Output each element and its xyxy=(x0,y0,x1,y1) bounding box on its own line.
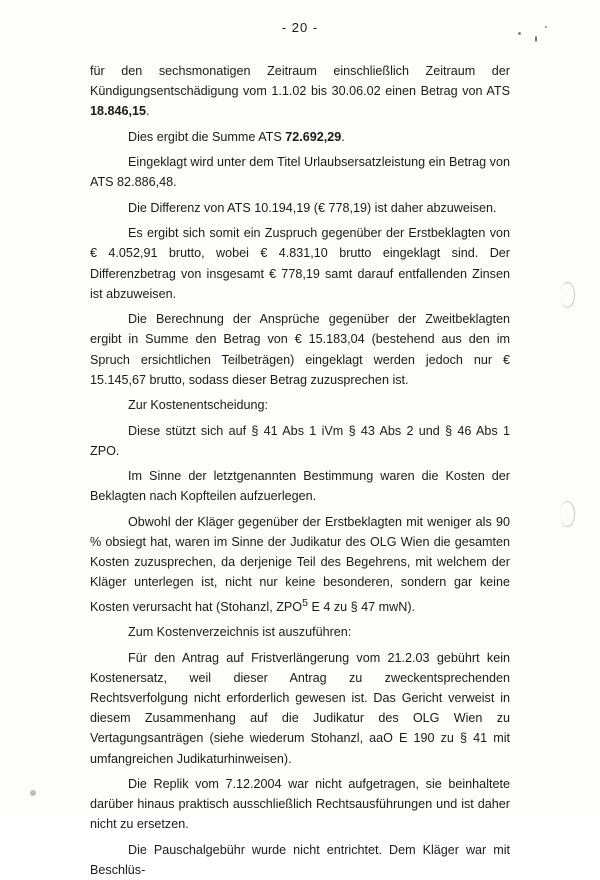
paragraph-p4 xyxy=(90,198,510,218)
paragraph-p2 xyxy=(90,127,510,147)
paragraph-p8 xyxy=(90,421,510,461)
punch-hole-shadow xyxy=(560,501,575,527)
paragraph-p8-before: Diese stützt sich auf § 41 Abs 1 iVm § 43 Abs 2 und § 46 Abs 1 ZPO. xyxy=(90,423,510,458)
paragraph-p12-before: Für den Antrag auf Fristverlängerung vom 21.2.03 gebührt kein Kostenersatz, weil dieser Antrag zu zweckentsprechenden Rechtsverfolgung nicht erforderlich gewesen ist. Das Gericht verweist in diesem Zusammenhang auf die Judikatur des OLG Wien zu Vertagungsanträgen (siehe wiederum Stohanzl, aaO E 190 zu § 41 mit umfangreichen Judikaturhinweisen). xyxy=(90,650,510,766)
paragraph-p12 xyxy=(90,648,510,769)
paragraph-p4-before: Die Differenz von ATS 10.194,19 (€ 778,19) ist daher abzuweisen. xyxy=(128,200,497,215)
scan-speck xyxy=(30,790,36,796)
paragraph-p10-before: Obwohl der Kläger gegenüber der Erstbeklagten mit weniger als 90 % obsiegt hat, waren im Sinne der Judikatur des OLG Wien die gesamten Kosten zuzusprechen, da derjenige Teil des Begehrens, mit welchem der Kläger unterlegen ist, nicht nur keine besonderen, sondern gar keine Kosten verursacht hat (Stohanzl, ZPO xyxy=(90,514,510,614)
paragraph-p11 xyxy=(90,622,510,642)
paragraph-p7-before: Zur Kostenentscheidung: xyxy=(128,398,269,413)
paragraph-p2-after: . xyxy=(341,129,345,144)
body-text xyxy=(90,61,510,880)
paragraph-p1-before: für den sechsmonatigen Zeitraum einschließlich Zeitraum der Kündigungsentschädigung vom 1.1.02 bis 30.06.02 einen Betrag von ATS xyxy=(90,64,510,99)
paragraph-p10-after: E 4 zu § 47 mwN). xyxy=(307,599,416,614)
paragraph-p2-bold: 72.692,29 xyxy=(285,129,342,144)
paragraph-p9 xyxy=(90,466,510,506)
punch-hole-shadow xyxy=(560,282,575,308)
paragraph-p3-before: Eingeklagt wird unter dem Titel Urlaubsersatzleistung ein Betrag von ATS 82.886,48. xyxy=(90,155,510,190)
paragraph-p3 xyxy=(90,152,510,192)
paragraph-p11-before: Zum Kostenverzeichnis ist auszuführen: xyxy=(128,625,352,640)
paragraph-p5-before: Es ergibt sich somit ein Zuspruch gegenüber der Erstbeklagten von € 4.052,91 brutto, wobei € 4.831,10 brutto eingeklagt sind. Der Differenzbetrag von insgesamt € 778,19 samt darauf entfallenden Zinsen ist abzuweisen. xyxy=(90,226,510,301)
paragraph-p2-before: Dies ergibt die Summe ATS xyxy=(128,129,286,144)
paragraph-p10 xyxy=(90,512,510,617)
paragraph-p9-before: Im Sinne der letztgenannten Bestimmung waren die Kosten der Beklagten nach Kopfteilen aufzuerlegen. xyxy=(90,469,510,504)
paragraph-p5 xyxy=(90,223,510,304)
paragraph-p14-before: Die Pauschalgebühr wurde nicht entrichtet. Dem Kläger war mit Beschlüs- xyxy=(90,842,510,877)
paragraph-p1 xyxy=(90,61,510,122)
paragraph-p1-after: . xyxy=(146,104,150,119)
paragraph-p10-sup: 5 xyxy=(302,596,308,609)
paragraph-p13-before: Die Replik vom 7.12.2004 war nicht aufgetragen, sie beinhaltete darüber hinaus praktisch ausschließlich Rechtsausführungen und ist daher nicht zu ersetzen. xyxy=(90,776,510,832)
paragraph-p6 xyxy=(90,309,510,390)
paragraph-p1-bold: 18.846,15 xyxy=(90,104,147,119)
paragraph-p13 xyxy=(90,774,510,835)
paragraph-p7 xyxy=(90,395,510,415)
paragraph-p14 xyxy=(90,840,510,880)
paragraph-p6-before: Die Berechnung der Ansprüche gegenüber der Zweitbeklagten ergibt in Summe den Betrag von € 15.183,04 (bestehend aus den im Spruch ersichtlichen Teilbeträgen) eingeklagt werden jedoch nur € 15.145,67 brutto, sodass dieser Betrag zuzusprechen ist. xyxy=(90,312,510,387)
scan-speck xyxy=(535,36,537,42)
scan-speck xyxy=(545,26,547,28)
scan-speck xyxy=(518,32,521,35)
page-number: - 20 - xyxy=(281,20,319,35)
